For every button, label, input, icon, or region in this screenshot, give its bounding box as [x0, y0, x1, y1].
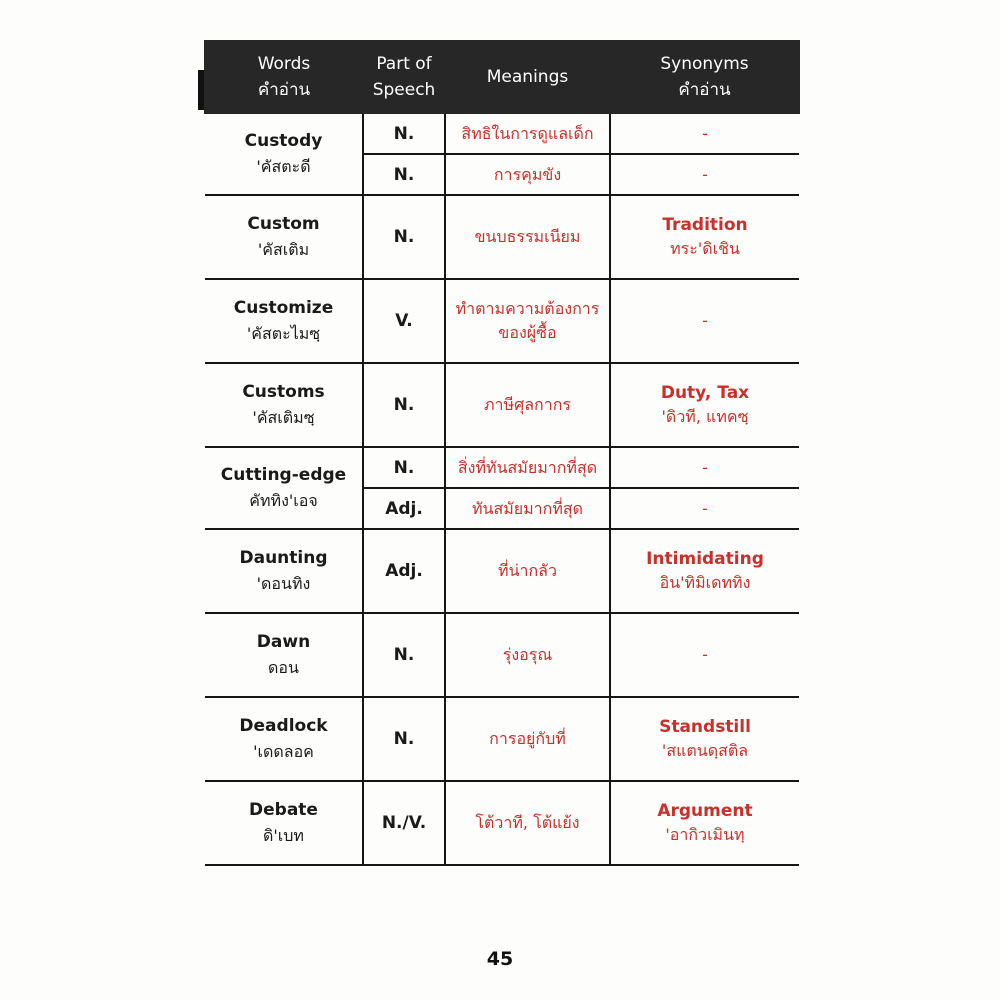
word-cell	[205, 781, 363, 865]
word-cell	[205, 279, 363, 363]
meaning-cell: การอยู่กับที่	[445, 697, 610, 781]
part-of-speech-cell: N./V.	[363, 781, 445, 865]
meaning-cell: รุ่งอรุณ	[445, 613, 610, 697]
synonym-text: Standstill	[659, 717, 751, 737]
word-text: Debate	[249, 800, 318, 820]
table-row	[205, 781, 799, 865]
header-words: Words คำอ่าน	[205, 41, 363, 113]
synonym-cell	[610, 195, 799, 279]
synonym-pronunciation: 'สแตนดฺสติล	[661, 741, 749, 760]
synonym-cell	[610, 781, 799, 865]
synonym-cell	[610, 697, 799, 781]
synonym-cell	[610, 154, 799, 195]
word-text: Cutting-edge	[220, 465, 347, 485]
page-number: 45	[486, 948, 514, 970]
synonym-pronunciation: 'อากิวเมินทฺ	[665, 825, 745, 844]
part-of-speech-cell: N.	[363, 363, 445, 447]
table-row	[205, 447, 799, 488]
synonym-cell	[610, 113, 799, 154]
word-text: Custody	[244, 131, 323, 151]
part-of-speech-cell: N.	[363, 697, 445, 781]
word-cell	[205, 363, 363, 447]
table-row	[205, 195, 799, 279]
synonym-pronunciation: ทระ'ดิเชิน	[670, 239, 740, 258]
word-pronunciation: 'คัสตะดี	[256, 157, 311, 176]
synonym-text: -	[702, 123, 708, 143]
table-row	[205, 363, 799, 447]
synonym-pronunciation: อิน'ทิมิเดททิง	[659, 573, 751, 592]
synonym-pronunciation: 'ดิวที, แทคซฺ	[661, 407, 749, 426]
table-row	[205, 613, 799, 697]
synonym-text: Tradition	[662, 215, 748, 235]
word-pronunciation: 'คัสตะไมซฺ	[246, 324, 321, 343]
synonym-text: Intimidating	[646, 549, 764, 569]
word-pronunciation: ดอน	[268, 658, 299, 677]
meaning-cell: ภาษีศุลกากร	[445, 363, 610, 447]
word-cell	[205, 113, 363, 195]
synonym-text: -	[702, 164, 708, 184]
word-pronunciation: คัททิง'เอจ	[249, 491, 318, 510]
part-of-speech-cell: N.	[363, 154, 445, 195]
synonym-text: -	[702, 645, 708, 664]
word-text: Customs	[242, 382, 325, 402]
vocabulary-table-body	[205, 113, 799, 865]
word-text: Custom	[247, 214, 320, 234]
word-cell	[205, 447, 363, 529]
word-text: Daunting	[239, 548, 328, 568]
word-text: Dawn	[256, 632, 311, 652]
header-part-of-speech: Part of Speech	[363, 41, 445, 113]
header-synonyms: Synonyms คำอ่าน	[610, 41, 799, 113]
word-pronunciation: 'คัสเติม	[257, 240, 310, 259]
word-cell	[205, 613, 363, 697]
vocabulary-table	[204, 40, 800, 866]
part-of-speech-cell: N.	[363, 447, 445, 488]
meaning-cell: สิทธิในการดูแลเด็ก	[445, 113, 610, 154]
part-of-speech-cell: V.	[363, 279, 445, 363]
header-meanings: Meanings	[445, 41, 610, 113]
table-row	[205, 113, 799, 154]
meaning-cell: ที่น่ากลัว	[445, 529, 610, 613]
part-of-speech-cell: Adj.	[363, 529, 445, 613]
synonym-text: -	[702, 457, 708, 477]
meaning-cell: ขนบธรรมเนียม	[445, 195, 610, 279]
meaning-cell: ทำตามความต้องการของผู้ซื้อ	[445, 279, 610, 363]
synonym-text: Argument	[657, 801, 753, 821]
synonym-cell	[610, 529, 799, 613]
table-header-row	[205, 41, 799, 113]
part-of-speech-cell: Adj.	[363, 488, 445, 529]
word-text: Deadlock	[239, 716, 328, 736]
meaning-cell: โต้วาที, โต้แย้ง	[445, 781, 610, 865]
meaning-cell: สิ่งที่ทันสมัยมากที่สุด	[445, 447, 610, 488]
word-pronunciation: 'เดดลอค	[253, 742, 314, 761]
word-cell	[205, 529, 363, 613]
synonym-cell	[610, 447, 799, 488]
part-of-speech-cell: N.	[363, 113, 445, 154]
word-cell	[205, 697, 363, 781]
synonym-text: -	[702, 311, 708, 330]
synonym-text: Duty, Tax	[660, 383, 750, 403]
table-row	[205, 697, 799, 781]
meaning-cell: การคุมขัง	[445, 154, 610, 195]
table-row	[205, 529, 799, 613]
word-cell	[205, 195, 363, 279]
word-pronunciation: 'คัสเติมซฺ	[252, 408, 315, 427]
synonym-cell	[610, 488, 799, 529]
word-pronunciation: 'ดอนทิง	[256, 574, 311, 593]
part-of-speech-cell: N.	[363, 195, 445, 279]
synonym-cell	[610, 363, 799, 447]
synonym-cell	[610, 613, 799, 697]
meaning-cell: ทันสมัยมากที่สุด	[445, 488, 610, 529]
word-text: Customize	[233, 298, 334, 318]
table-row	[205, 279, 799, 363]
synonym-cell	[610, 279, 799, 363]
synonym-text: -	[702, 498, 708, 518]
word-pronunciation: ดิ'เบท	[263, 826, 304, 845]
part-of-speech-cell: N.	[363, 613, 445, 697]
